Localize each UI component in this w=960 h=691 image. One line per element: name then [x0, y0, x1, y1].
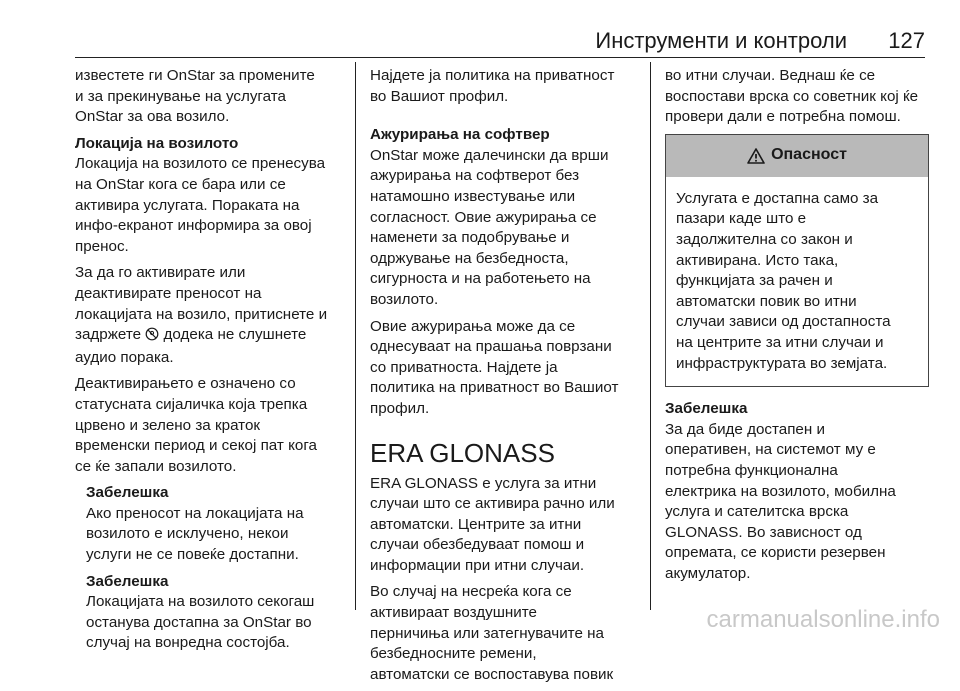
note-3-title: Забелешка — [665, 400, 748, 418]
software-paragraph — [370, 146, 636, 311]
text-line: перничиња или затегнувачите на — [370, 624, 604, 642]
text-line: За да биде достапен и — [665, 420, 825, 438]
text-line: одржување на безбедноста, — [370, 249, 569, 267]
privacy-paragraph — [370, 66, 636, 107]
text-line: статусната сијаличка која трепка — [75, 395, 308, 413]
note-3-text — [665, 420, 927, 585]
text-line: активирана. Исто така, — [676, 251, 839, 269]
era-glonass-heading: ERA GLONASS — [370, 437, 555, 468]
text-line: Овие ажурирања може да се — [370, 317, 576, 335]
text-line: автоматски се воспоставува повик — [370, 665, 614, 683]
text-line: Локацијата на возилото секогаш — [86, 593, 315, 611]
text-line: со приватноста. Најдете ја — [370, 358, 558, 376]
text-line: случаи што се активира рачно или — [370, 495, 615, 513]
text-line: акумулатор. — [665, 564, 751, 582]
text-line: автоматски. Центрите за итни — [370, 515, 582, 533]
text-line: функцијата за рачен и — [676, 272, 833, 290]
text-line: деактивирате преносот на — [75, 284, 262, 302]
privacy-button-icon — [145, 327, 159, 348]
text-line: во Вашиот профил. — [370, 87, 509, 105]
deactivation-paragraph — [75, 374, 345, 477]
text-line: активира услугата. Пораката на — [75, 196, 300, 214]
column-1 — [75, 66, 345, 660]
text-line: временски период и секој пат кога — [75, 437, 317, 455]
text-line: Локација на возилото се пренесува — [75, 155, 326, 173]
text-line: провери дали е потребна помош. — [665, 108, 901, 126]
text-line: случај на вонредна состојба. — [86, 634, 290, 652]
vehicle-location-heading: Локација на возилото — [75, 134, 239, 152]
text-line: сигурноста и на работењето на — [370, 270, 591, 288]
text-line: потребна функционална — [665, 461, 838, 479]
text-line: аудио порака. — [75, 348, 174, 366]
column-divider-2 — [650, 62, 651, 610]
text-line: безбедносните ремени, — [370, 645, 537, 663]
text-line: пазари каде што е — [676, 210, 807, 228]
header-rule — [75, 57, 925, 58]
text-line: профил. — [370, 399, 430, 417]
text-line: ERA GLONASS е услуга за итни — [370, 474, 597, 492]
text-line: услуга и сателитска врска — [665, 503, 849, 521]
text-line: информации при итни случаи. — [370, 556, 585, 574]
text-line: пренос. — [75, 237, 129, 255]
text-line: на центрите за итни случаи и — [676, 333, 884, 351]
text-line: Најдете ја политика на приватност — [370, 67, 615, 84]
toggle-lines-end — [75, 348, 345, 369]
toggle-paragraph — [75, 263, 345, 368]
page-header — [75, 24, 925, 58]
toggle-lines — [75, 263, 345, 325]
text-line: натамошно известување или — [370, 187, 576, 205]
text-line: OnStar за ова возило. — [75, 108, 230, 126]
intro-paragraph — [75, 66, 345, 128]
text-line: Ако преносот на локацијата на — [86, 504, 304, 522]
text-line: Услугата е достапна само за — [676, 189, 879, 207]
text-line: ажурирања на софтверот без — [370, 167, 580, 185]
text-line: на OnStar кога се бара или се — [75, 175, 286, 193]
text-line: OnStar може далечински да врши — [370, 146, 609, 164]
section-title: Инструменти и контроли — [595, 28, 847, 53]
note-1-text — [86, 504, 345, 566]
warning-box — [665, 134, 929, 387]
toggle-text-post: додека не слушнете — [163, 326, 307, 344]
text-line: оперативен, на системот му е — [665, 441, 876, 459]
text-line: GLONASS. Во зависност од — [665, 523, 862, 541]
text-line: наменети за подобрување и — [370, 229, 570, 247]
text-line: возилото. — [370, 290, 439, 308]
continuation-paragraph — [665, 66, 927, 128]
watermark: carmanualsonline.info — [706, 606, 940, 633]
text-line: задолжителна со закон и — [676, 230, 853, 248]
software-paragraph-2 — [370, 317, 636, 420]
toggle-line-icon — [75, 325, 345, 348]
era-paragraph-2 — [370, 582, 636, 685]
note-2-title: Забелешка — [86, 572, 169, 590]
text-line: инфо-екранот информира за овој — [75, 217, 312, 235]
page-number: 127 — [888, 28, 925, 53]
text-line: услуги не се повеќе достапни. — [86, 546, 299, 564]
text-line: електрика на возилото, мобилна — [665, 482, 896, 500]
warning-text — [666, 177, 928, 386]
text-line: и за прекинување на услугата — [75, 87, 286, 105]
software-updates-heading: Ажурирања на софтвер — [370, 126, 550, 144]
text-line: однесуваат на прашања поврзани — [370, 338, 612, 356]
era-paragraph — [370, 474, 636, 577]
text-line: опремата, се користи резервен — [665, 544, 886, 562]
text-line: известете ги OnStar за промените — [75, 67, 315, 84]
toggle-text-pre: задржете — [75, 326, 142, 344]
column-2 — [370, 66, 636, 691]
text-line: активираат воздушните — [370, 604, 537, 622]
text-line: се ќе запали возилото. — [75, 457, 237, 475]
text-line: инфраструктурата во земјата. — [676, 354, 888, 372]
note-1 — [86, 483, 345, 565]
warning-title: Опасност — [771, 146, 847, 164]
text-line: случаи зависи од достапноста — [676, 313, 891, 331]
text-line: воспостави врска со советник кој ќе — [665, 87, 919, 105]
text-line: За да го активирате или — [75, 264, 246, 282]
column-divider-1 — [355, 62, 356, 610]
text-line: црвено и зелено за краток — [75, 416, 261, 434]
text-line: автоматски повик во итни — [676, 292, 857, 310]
text-line: согласност. Овие ажурирања се — [370, 208, 597, 226]
column-3 — [665, 66, 927, 584]
warning-triangle-icon — [747, 148, 765, 164]
text-line: во итни случаи. Веднаш ќе се — [665, 67, 876, 84]
location-paragraph — [75, 154, 345, 257]
text-line: политика на приватност во Вашиот — [370, 379, 619, 397]
text-line: Деактивирањето е означено со — [75, 375, 296, 393]
text-line: останува достапна за OnStar во — [86, 613, 312, 631]
text-line: случаи обезбедуваат помош и — [370, 536, 585, 554]
warning-header — [666, 135, 928, 177]
text-line: возилото е исклучено, некои — [86, 525, 289, 543]
text-line: локацијата на возило, притиснете и — [75, 305, 328, 323]
note-1-title: Забелешка — [86, 484, 169, 502]
text-line: Во случај на несреќа кога се — [370, 583, 572, 601]
note-2-text — [86, 592, 345, 654]
